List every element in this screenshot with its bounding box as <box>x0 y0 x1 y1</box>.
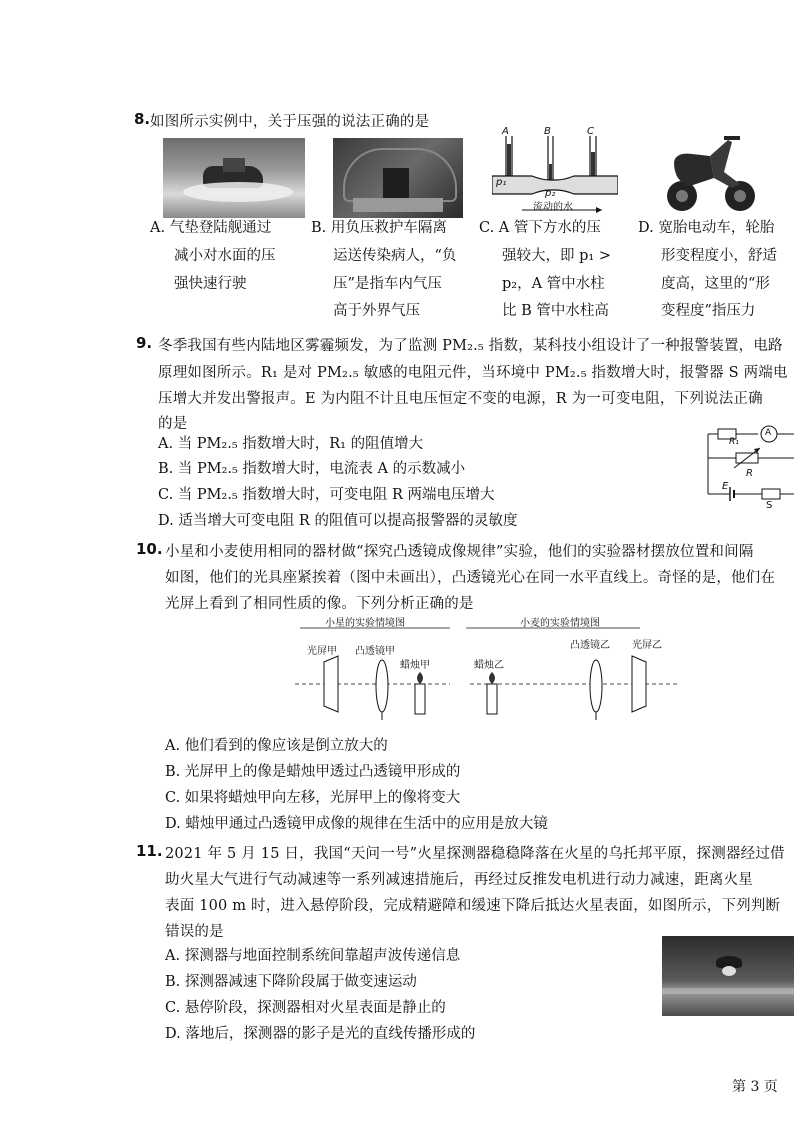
q9-stem-line2: 原理如图所示。R₁ 是对 PM₂.₅ 敏感的电阻元件，当环境中 PM₂.₅ 指数增大时，报警器 S 两端电 <box>158 365 788 381</box>
q11-option-c[interactable]: C. 悬停阶段，探测器相对火星表面是静止的 <box>165 1000 446 1016</box>
q10-label-candle2: 蜡烛乙 <box>474 660 504 671</box>
q10-stem-line2: 如图，他们的光具座紧挨着（图中未画出），凸透镜光心在同一水平直线上。奇怪的是，他们在 <box>165 570 776 586</box>
q8-label-a: A <box>502 126 509 137</box>
q11-stem-line3: 表面 100 m 时，进入悬停阶段，完成精避障和缓速下降后抵达火星表面，如图所示，下列判断 <box>165 898 781 914</box>
q9-circuit-diagram <box>700 420 794 510</box>
q11-option-d[interactable]: D. 落地后，探测器的影子是光的直线传播形成的 <box>165 1026 476 1042</box>
q10-label-candle1: 蜡烛甲 <box>400 660 430 671</box>
q9-option-b[interactable]: B. 当 PM₂.₅ 指数增大时，电流表 A 的示数减小 <box>158 461 466 477</box>
q8-option-a-line1: A. 气垫登陆舰通过 <box>150 220 272 236</box>
q10-right-panel-title: 小麦的实验情境图 <box>520 618 600 629</box>
q9-option-c[interactable]: C. 当 PM₂.₅ 指数增大时，可变电阻 R 两端电压增大 <box>158 487 495 503</box>
q10-left-panel-title: 小星的实验情境图 <box>325 618 405 629</box>
q9-stem-line1: 冬季我国有些内陆地区雾霾频发，为了监测 PM₂.₅ 指数，某科技小组设计了一种报警装置，电路 <box>158 338 783 354</box>
q8-option-c-line2: 强较大，即 p₁ > <box>502 248 611 264</box>
q10-stem-line1: 小星和小麦使用相同的器材做“探究凸透镜成像规律”实验，他们的实验器材摆放位置和间隔 <box>165 544 754 560</box>
q8-label-c: C <box>587 126 594 137</box>
q8-scooter-image <box>662 132 762 214</box>
q8-option-b-line2: 运送传染病人，“负 <box>333 248 457 264</box>
q8-stem: 如图所示实例中，关于压强的说法正确的是 <box>150 114 430 130</box>
q9-option-d[interactable]: D. 适当增大可变电阻 R 的阻值可以提高报警器的灵敏度 <box>158 513 518 529</box>
q9-stem-line3: 压增大并发出警报声。E 为内阻不计且电压恒定不变的电源，R 为一可变电阻，下列说法正确 <box>158 391 763 407</box>
q8-option-d-line1: D. 宽胎电动车，轮胎 <box>638 220 775 236</box>
q9-label-r: R <box>746 468 753 479</box>
q8-label-p1: p₁ <box>496 177 507 188</box>
q10-stem-line3: 光屏上看到了相同性质的像。下列分析正确的是 <box>165 596 474 612</box>
q9-label-ammeter: A <box>765 428 772 438</box>
q10-label-screen1: 光屏甲 <box>307 646 337 657</box>
q11-lander-photo <box>662 936 794 1016</box>
q8-photo-ambulance <box>333 138 463 218</box>
q11-stem-line4: 错误的是 <box>165 924 224 940</box>
q9-number: 9. <box>136 334 153 352</box>
q8-number: 8. <box>134 110 151 128</box>
q10-label-lens2: 凸透镜乙 <box>570 640 610 651</box>
q9-label-s: S <box>766 500 773 511</box>
q9-stem-line4: 的是 <box>158 416 188 432</box>
q8-option-c-line4: 比 B 管中水柱高 <box>502 303 609 319</box>
page-number: 第 3 页 <box>732 1079 778 1095</box>
q9-option-a[interactable]: A. 当 PM₂.₅ 指数增大时，R₁ 的阻值增大 <box>158 436 424 452</box>
q8-option-d-line3: 度高，这里的“形 <box>661 276 770 292</box>
q8-option-c-line1: C. A 管下方水的压 <box>479 220 601 236</box>
q10-option-c[interactable]: C. 如果将蜡烛甲向左移，光屏甲上的像将变大 <box>165 790 461 806</box>
q9-label-r1: R₁ <box>729 437 739 447</box>
q8-option-a-line2: 减小对水面的压 <box>174 248 276 264</box>
q8-option-b-line4: 高于外界气压 <box>333 303 420 319</box>
q8-option-b-line3: 压”是指车内气压 <box>333 276 442 292</box>
q8-option-b-line1: B. 用负压救护车隔离 <box>311 220 447 236</box>
q8-option-d-line4: 变程度”指压力 <box>661 303 756 319</box>
q8-photo-hovercraft <box>163 138 305 218</box>
q10-label-lens1: 凸透镜甲 <box>355 646 395 657</box>
q8-label-b: B <box>544 126 551 137</box>
q10-number: 10. <box>136 540 163 558</box>
q8-option-a-line3: 强快速行驶 <box>174 276 247 292</box>
q10-label-screen2: 光屏乙 <box>632 640 662 651</box>
q8-label-p2: p₂ <box>545 188 556 199</box>
q11-option-b[interactable]: B. 探测器减速下降阶段属于做变速运动 <box>165 974 417 990</box>
q8-option-c-line3: p₂，A 管中水柱 <box>502 276 605 292</box>
q10-option-b[interactable]: B. 光屏甲上的像是蜡烛甲透过凸透镜甲形成的 <box>165 764 461 780</box>
q11-option-a[interactable]: A. 探测器与地面控制系统间靠超声波传递信息 <box>165 948 461 964</box>
q11-number: 11. <box>136 842 163 860</box>
q8-label-flow: 流动的水 <box>533 202 573 213</box>
q8-option-d-line2: 形变程度小，舒适 <box>661 248 777 264</box>
q10-option-a[interactable]: A. 他们看到的像应该是倒立放大的 <box>165 738 388 754</box>
q11-stem-line1: 2021 年 5 月 15 日，我国“天问一号”火星探测器稳稳降落在火星的乌托邦平原，探测器经过借 <box>165 846 785 862</box>
q11-stem-line2: 助火星大气进行气动减速等一系列减速措施后，再经过反推发电机进行动力减速，距离火星 <box>165 872 753 888</box>
q10-option-d[interactable]: D. 蜡烛甲通过凸透镜甲成像的规律在生活中的应用是放大镜 <box>165 816 548 832</box>
q9-label-e: E <box>722 481 729 492</box>
